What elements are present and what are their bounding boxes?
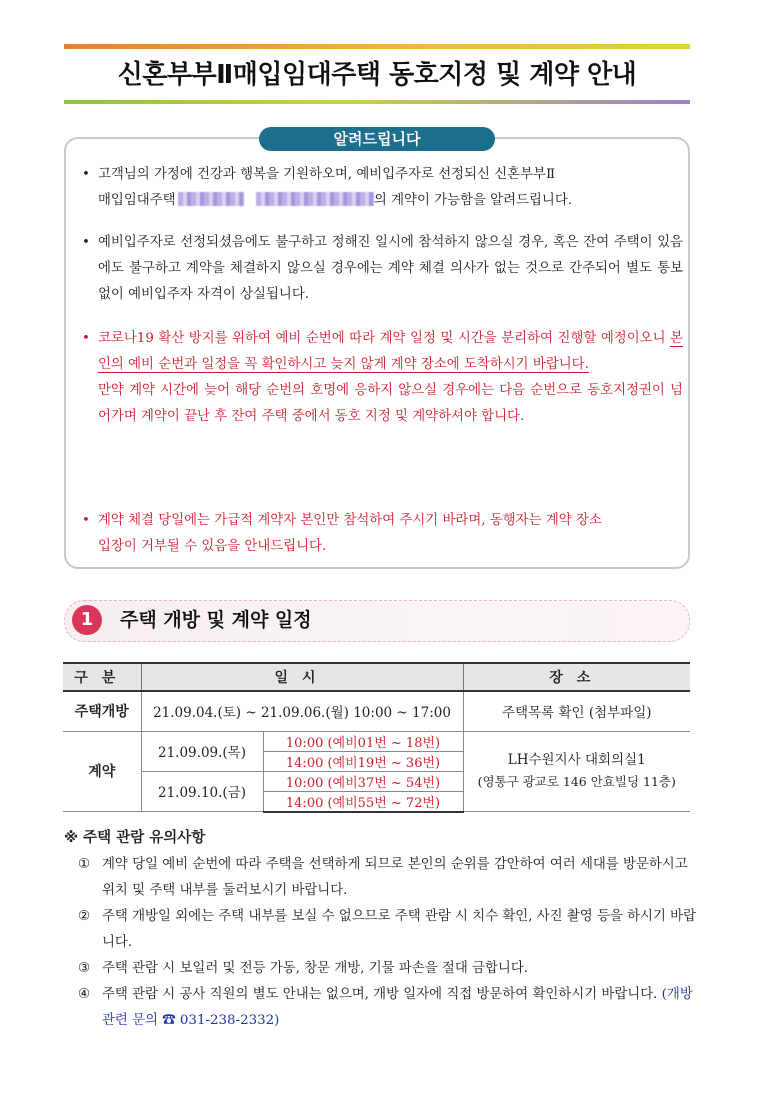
notice-item-2-text: 예비입주자로 선정되셨음에도 불구하고 정해진 일시에 참석하지 않으실 경우, 혹은 잔여 주택이 있음에도 불구하고 계약을 체결하지 않으실 경우에는 계약 체결 의사가 없는 것으로 간주되어 별도 통보 없이 예비입주자 자격이 상실됩니다.	[98, 235, 683, 302]
table-header-row	[63, 663, 690, 691]
section-number-badge: 1	[72, 605, 102, 635]
title-top-rule	[64, 44, 690, 49]
viewing-item-1-text: 계약 당일 예비 순번에 따라 주택을 선택하게 되므로 본인의 순위를 감안하여 여러 세대를 방문하시고 위치 및 주택 내부를 둘러보시기 바랍니다.	[102, 857, 688, 898]
open-datetime: 21.09.04.(토) ~ 21.09.06.(월) 10:00 ~ 17:00	[141, 691, 463, 731]
viewing-item-3-text: 주택 관람 시 보일러 및 전등 가동, 창문 개방, 기물 파손을 절대 금합니다.	[102, 961, 529, 976]
title-banner	[64, 44, 690, 104]
contract-slot-2: 14:00 (예비19번 ~ 36번)	[263, 751, 463, 771]
table-row	[63, 731, 690, 751]
notice-item-1-line2a: 매입임대주택	[98, 193, 176, 208]
header-category: 구분	[63, 663, 141, 691]
redacted-block	[178, 192, 244, 206]
contract-place-line2: (영통구 광교로 146 안효빌딩 11층)	[477, 774, 676, 790]
header-datetime: 일시	[141, 663, 463, 691]
contract-place	[463, 731, 690, 812]
bullet-icon: •	[82, 167, 90, 182]
contract-slot-3: 10:00 (예비37번 ~ 54번)	[263, 771, 463, 791]
redacted-block	[256, 192, 374, 206]
bullet-icon: •	[82, 513, 90, 528]
notice-item-3-text-b: 만약 계약 시간에 늦어 해당 순번의 호명에 응하지 않으실 경우에는 다음 순번으로 동호지정권이 넘어가며 계약이 끝난 후 잔여 주택 중에서 동호 지정 및 계약하셔야 합니다.	[98, 383, 683, 424]
item-number: ④	[78, 987, 91, 1002]
notice-item-3-underlined: 본인의 예비 순번과 일정을 꼭 확인하시고 늦지 않게 계약 장소에 도착하시기 바랍니다.	[98, 331, 683, 372]
contact-text: (개방 관련 문의 ☎ 031-238-2332)	[102, 987, 693, 1028]
open-category: 주택개방	[63, 691, 141, 731]
notice-item-4-text: 계약 체결 당일에는 가급적 계약자 본인만 참석하여 주시기 바라며, 동행자는 계약 장소 입장이 거부될 수 있음을 안내드립니다.	[98, 513, 602, 554]
notice-item-1-line2b: 의 계약이 가능함을 알려드립니다.	[373, 193, 573, 208]
viewing-heading: ※ 주택 관람 유의사항	[64, 830, 206, 846]
contract-day2: 21.09.10.(금)	[141, 771, 263, 812]
viewing-item-2-text: 주택 개방일 외에는 주택 내부를 보실 수 없으므로 주택 관람 시 치수 확인, 사진 촬영 등을 하시기 바랍니다.	[102, 909, 697, 950]
title-bottom-rule	[64, 100, 690, 104]
contract-place-line1: LH수원지사 대회의실1	[507, 752, 646, 769]
table-row	[63, 691, 690, 731]
contract-slot-1: 10:00 (예비01번 ~ 18번)	[263, 731, 463, 751]
item-number: ③	[78, 961, 91, 976]
notice-item-1-line1: 고객님의 가정에 건강과 행복을 기원하오며, 예비입주자로 선정되신 신혼부부Ⅱ	[98, 167, 556, 182]
contract-day1: 21.09.09.(목)	[141, 731, 263, 771]
contract-slot-4: 14:00 (예비55번 ~ 72번)	[263, 791, 463, 812]
open-place: 주택목록 확인 (첨부파일)	[463, 691, 690, 731]
item-number: ①	[78, 857, 91, 872]
bullet-icon: •	[82, 235, 90, 250]
item-number: ②	[78, 909, 91, 924]
section-title: 주택 개방 및 계약 일정	[120, 609, 312, 631]
notice-item-3-text-a: 코로나19 확산 방지를 위하여 예비 순번에 따라 계약 일정 및 시간을 분리하여 진행할 예정이오니	[98, 331, 671, 346]
viewing-item-4-text: 주택 관람 시 공사 직원의 별도 안내는 없으며, 개방 일자에 직접 방문하여 확인하시기 바랍니다.	[102, 987, 658, 1002]
page-title: 신혼부부Ⅱ매입임대주택 동호지정 및 계약 안내	[117, 60, 637, 90]
header-place: 장소	[463, 663, 690, 691]
notice-tab: 알려드립니다	[259, 127, 495, 151]
schedule-table	[63, 662, 690, 813]
contract-category: 계약	[63, 731, 141, 812]
bullet-icon: •	[82, 331, 90, 346]
